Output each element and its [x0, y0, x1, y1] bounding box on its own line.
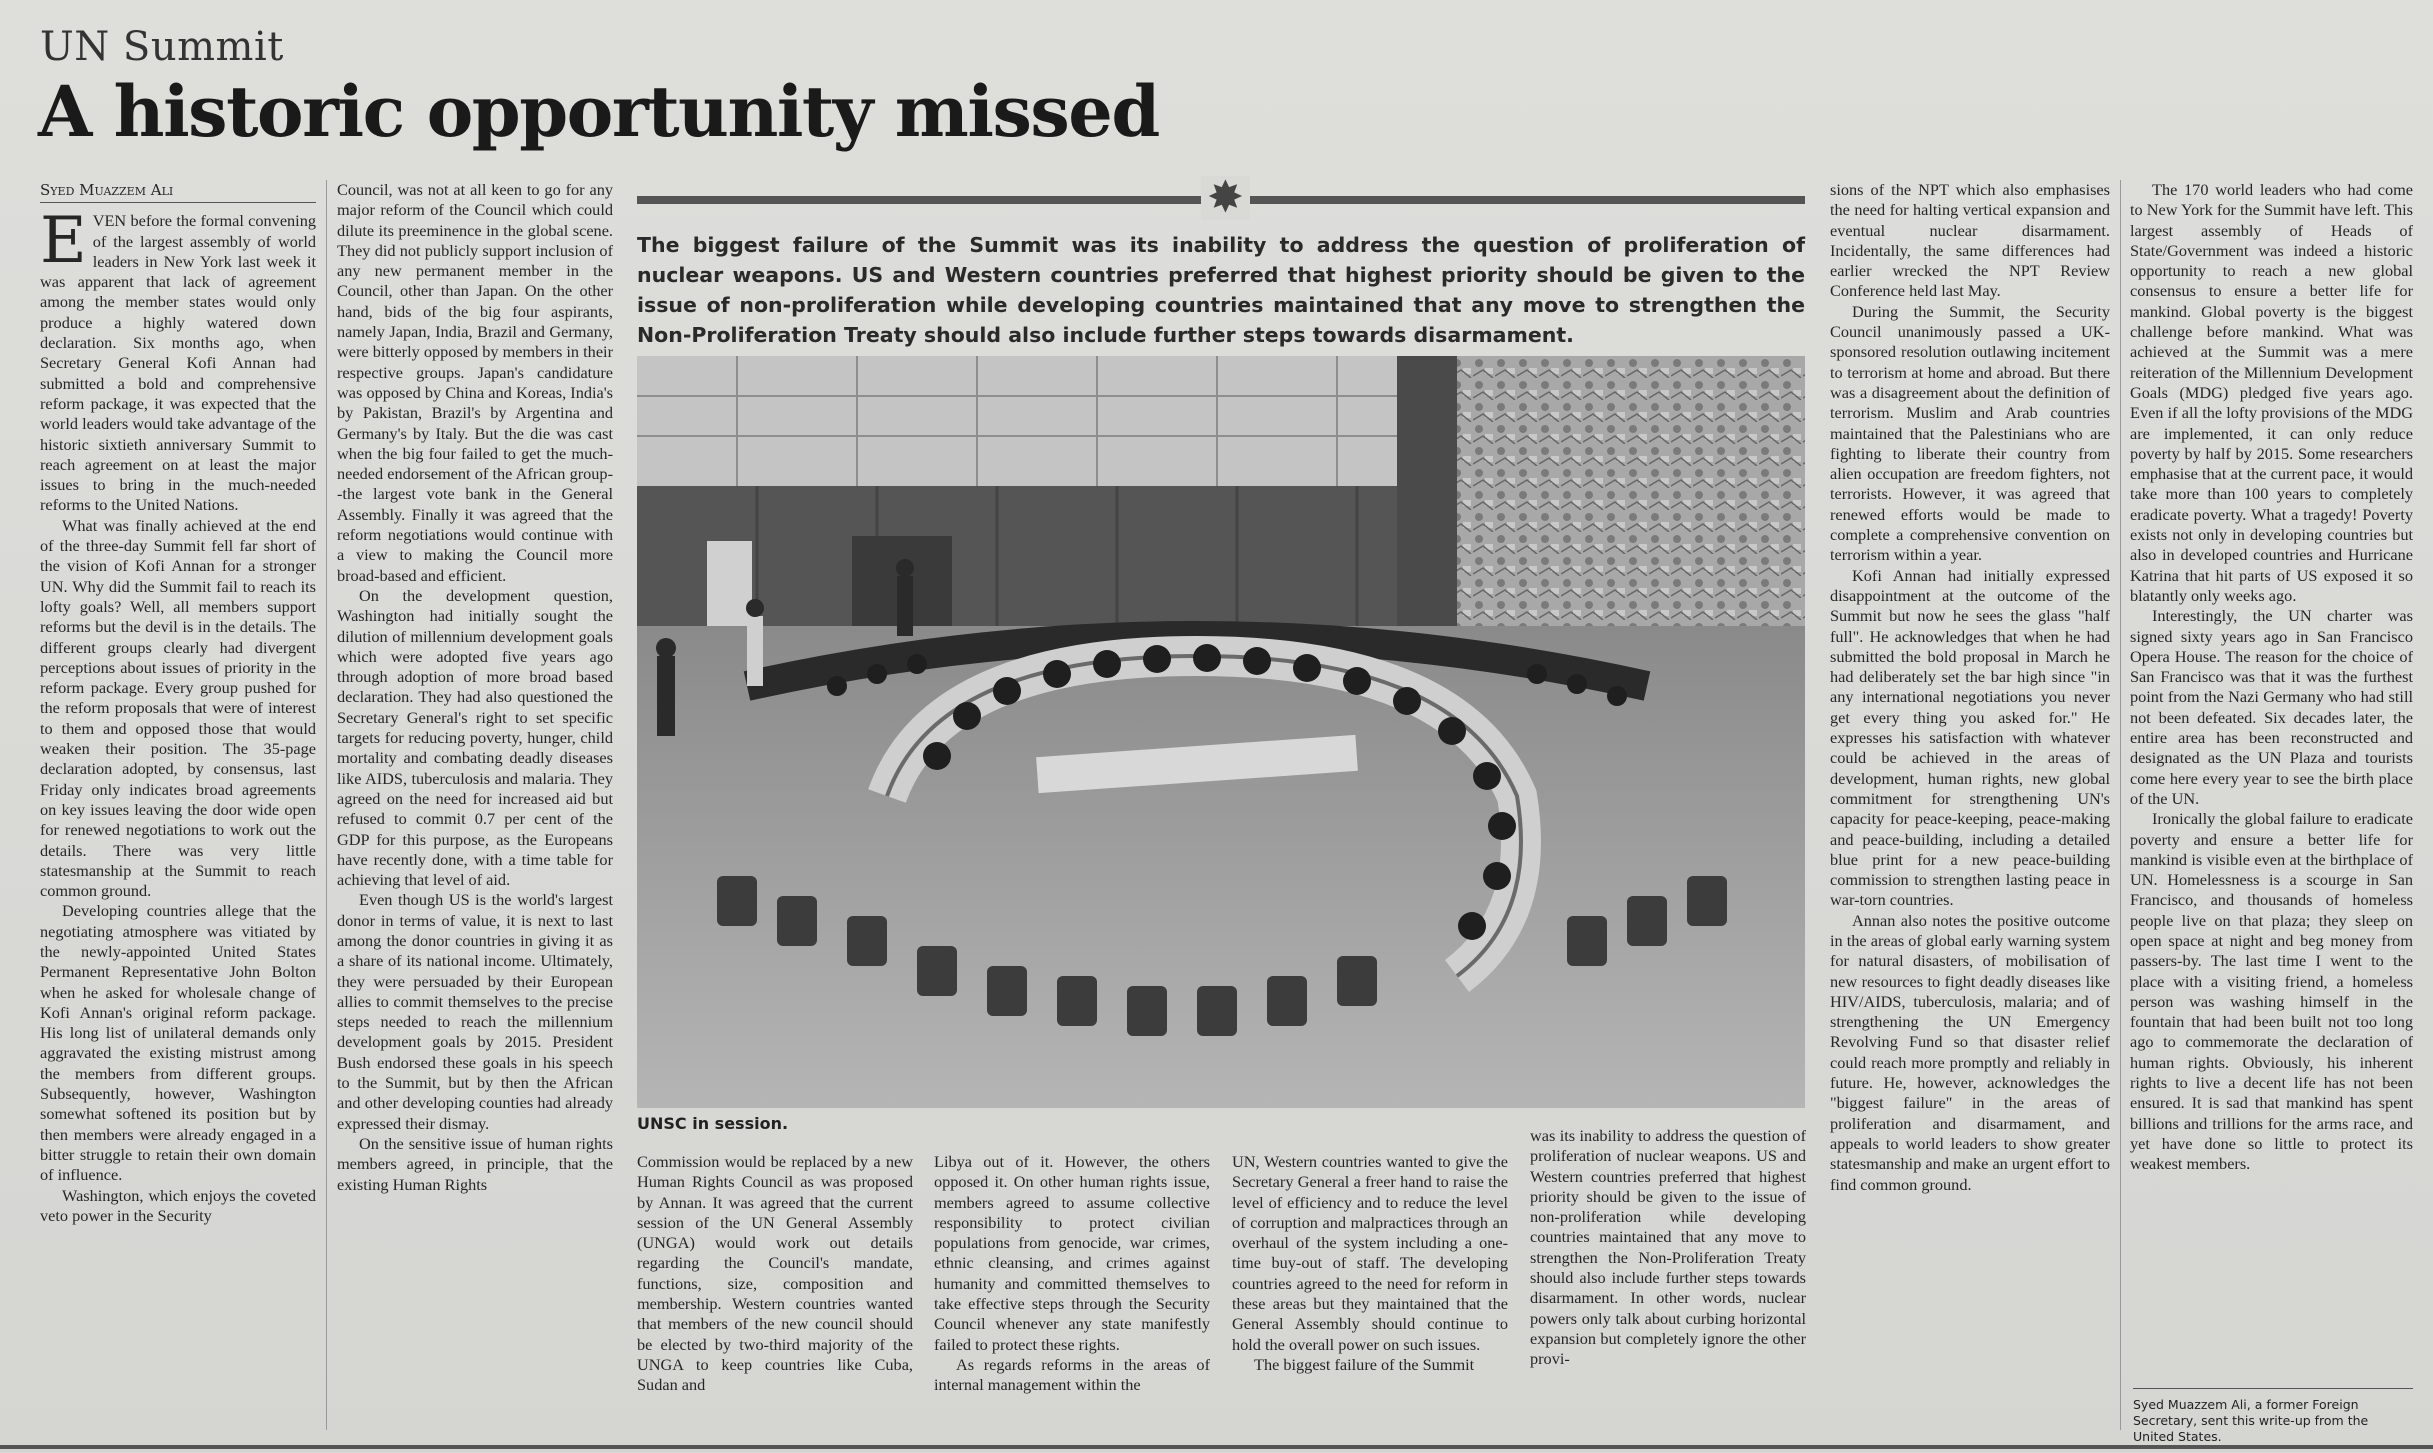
unsc-photo-illustration: [637, 356, 1805, 1108]
article-column-4: [934, 1152, 1210, 1436]
headline: A historic opportunity missed: [38, 70, 1159, 153]
article-column-1: [40, 180, 316, 1430]
paragraph: UN, Western countries wanted to give the Secretary General a freer hand to raise the level of efficiency and to reduce the level of corruption and malpractices through an overhaul of the system including a one-time buy-out of staff. The developing countries agreed to the need for reform in these areas but they maintained that the General Assembly should continue to hold the overall power on such issues.: [1232, 1152, 1508, 1354]
paragraph: During the Summit, the Security Council unanimously passed a UK-sponsored resolution outlawing incitement to terrorism at home and abroad. But there was a disagreement about the definition of terrorism. Muslim and Arab countries maintained that the Palestinians who are fighting to liberate their country from alien occupation are freedom fighters, not terrorists. However, it was agreed that renewed efforts would be made to complete a comprehensive convention on terrorism within a year.: [1830, 301, 2110, 565]
sunburst-ornament-icon: ✸: [1201, 176, 1250, 220]
paragraph: The biggest failure of the Summit: [1254, 1354, 1475, 1374]
column-divider: [2120, 180, 2121, 1430]
article-column-8: [2130, 180, 2413, 1380]
pull-quote: The biggest failure of the Summit was its inability to address the question of proliferation of nuclear weapons. US and Western countries preferred that highest priority should be given to the issue of non-proliferation while developing countries maintained that any move to strengthen the Non-Proliferation Treaty should also include further steps towards disarmament.: [637, 233, 1805, 347]
paragraph: Libya out of it. However, the others opposed it. On other human rights issue, members agreed to assume collective responsibility to protect civilian populations from genocide, war crimes, ethnic cleansing, and crimes against humanity and committed themselves to take effective steps through the Security Council whenever any state manifestly failed to protect these rights.: [934, 1152, 1210, 1354]
paragraph: Ironically the global failure to eradicate poverty and ensure a better life for mankind is visible even at the birthplace of UN. Homelessness is a scourge in San Francisco, and thousands of homeless people live on that plaza; they sleep on open space at night and beg money from passers-by. The last time I went to the place with a visiting friend, a homeless person was washing himself in the fountain that had been built not too long ago to commemorate the declaration of human rights. Obviously, his inherent rights to live a decent life has not been ensured. It is sad that mankind has spent billions and trillions for the arms race, and yet have done so little to protect its weakest members.: [2130, 809, 2413, 1174]
paragraph: The 170 world leaders who had come to New York for the Summit have left. This largest assembly of Heads of State/Government was indeed a historic opportunity to reach a new global consensus to ensure a better life for mankind. Global poverty is the biggest challenge before mankind. What was achieved at the Summit was a mere reiteration of the Millennium Development Goals (MDG) pledged five years ago. Even if all the lofty provisions of the MDG are implemented, it can only reduce poverty by half by 2015. Some researchers emphasise that at the current pace, it would take more than 100 years to completely eradicate poverty. What a tragedy! Poverty exists not only in developing countries but also in developed countries and Hurricane Katrina that hit parts of US exposed it so blatantly only weeks ago.: [2130, 180, 2413, 605]
paragraph: sions of the NPT which also emphasises the need for halting vertical expansion and eventual nuclear disarmament. Incidentally, the same differences had earlier wrecked the NPT Review Conference held last May.: [1830, 180, 2110, 301]
byline: Syed Muazzem Ali: [40, 180, 316, 203]
paragraph: What was finally achieved at the end of the three-day Summit fell far short of the vision of Kofi Annan for a stronger UN. Why did the Summit fail to reach its lofty goals? Well, all members support reforms but the devil is in the details. The different groups clearly had divergent perceptions about issues of priority in the reform package. Every group pushed for the reform proposals that were of interest to them and opposed those that would weaken their position. The 35-page declaration adopted, by consensus, last Friday only indicates broad agreements on key issues leaving the door wide open for renewed negotiations to work out the details. There was very little statesmanship at the Summit to reach common ground.: [40, 515, 316, 901]
page-bottom-rule: [0, 1445, 2433, 1449]
photo-caption: UNSC in session.: [637, 1114, 789, 1133]
paragraph: On the development question, Washington had initially sought the dilution of millennium development goals which were adopted five years ago through adoption of more broad based declaration. They had also questioned the Secretary General's right to set specific targets for reducing poverty, hunger, child mortality and combating deadly diseases like AIDS, tuberculosis and malaria. They agreed on the need for increased aid but refused to commit 0.7 per cent of the GDP for this purpose, as the Europeans have recently done, with a time table for achieving that level of aid.: [337, 585, 613, 890]
drop-cap: E: [40, 204, 87, 279]
article-column-7: [1830, 180, 2110, 1436]
article-column-3: [637, 1152, 913, 1436]
paragraph: Kofi Annan had initially expressed disappointment at the outcome of the Summit but now he sees the glass "half full". He acknowledges that when he had submitted the bold proposal in March he had deliberately set the bar high since "in any international negotiations you never get every thing you asked for." He expresses his satisfaction with whatever could be achieved in the areas of development, human rights, new global commitment for strengthening UN's capacity for peace-keeping, peace-making and peace-building, including a detailed blue print for a new peace-building commission to strengthen lasting peace in war-torn countries.: [1830, 565, 2110, 910]
article-column-6: [1530, 1126, 1806, 1436]
unsc-photo: [637, 356, 1805, 1108]
paragraph: On the sensitive issue of human rights members agreed, in principle, that the existing Human Rights: [337, 1133, 613, 1194]
article-column-2: [337, 180, 613, 1430]
paragraph: Developing countries allege that the negotiating atmosphere was vitiated by the newly-appointed United States Permanent Representative John Bolton when he asked for wholesale change of Kofi Annan's original reform package. His long list of unilateral demands only aggravated the existing mistrust among the members from different groups. Subsequently, however, Washington somewhat softened its position but by then members were already engaged in a bitter struggle to retain their own domain of influence.: [40, 901, 316, 1185]
section-kicker: UN Summit: [40, 24, 284, 70]
paragraph: Council, was not at all keen to go for any major reform of the Council which could dilute its preeminence in the global scene. They did not publicly support inclusion of any new permanent member in the Council, other than Japan. On the other hand, bids of the big four aspirants, namely Japan, India, Brazil and Germany, were bitterly opposed by members in their respective groups. Japan's candidature was opposed by China and Koreas, India's by Pakistan, Brazil's by Argentina and Germany's by Italy. But the die was cast when the big four failed to get the much-needed endorsement of the African group--the largest vote bank in the General Assembly. Finally it was agreed that the reform negotiations would continue with a view to making the Council more broad-based and efficient.: [337, 180, 613, 585]
author-note: Syed Muazzem Ali, a former Foreign Secretary, sent this write-up from the United States.: [2133, 1388, 2413, 1445]
paragraph: Even though US is the world's largest donor in terms of value, it is next to last among the donor countries in giving it as a share of its national income. Ultimately, they were persuaded by their European allies to commit themselves to the precise steps needed to reach the millennium development goals by 2015. President Bush endorsed these goals in his speech to the Summit, but by then the African and other developing counties had already expressed their dismay.: [337, 890, 613, 1133]
paragraph: was its inability to address the question of proliferation of nuclear weapons. US and Western countries preferred that highest priority should be given to the issue of non-proliferation while developing countries maintained that any move to strengthen the Non-Proliferation Treaty should also include further steps towards disarmament. In other words, nuclear powers only talk about curbing horizontal expansion but completely ignore the other provi-: [1530, 1126, 1806, 1369]
paragraph: Commission would be replaced by a new Human Rights Council as was proposed by Annan. It was agreed that the current session of the UN General Assembly (UNGA) would work out details regarding the Council's mandate, functions, size, composition and membership. Western countries wanted that members of the new council should be elected by two-third majority of the UNGA to keep countries like Cuba, Sudan and: [637, 1152, 913, 1395]
paragraph: Interestingly, the UN charter was signed sixty years ago in San Francisco Opera House. The reason for the choice of San Francisco was that it was the furthest point from the Nazi Germany who had still not been defeated. Six decades later, the entire area has been reconstructed and designated as the UN Plaza and tourists come here every year to see the birth place of the UN.: [2130, 606, 2413, 808]
article-column-5: [1232, 1152, 1508, 1436]
paragraph: Washington, which enjoys the coveted veto power in the Security: [40, 1185, 316, 1225]
column-divider: [326, 180, 327, 1430]
paragraph: As regards reforms in the areas of internal management within the: [934, 1354, 1210, 1395]
paragraph: VEN before the formal convening of the largest assembly of world leaders in New York last week it was apparent that lack of agreement among the member states would only produce a highly watered down declaration. Six months ago, when Secretary General Kofi Annan had submitted a bold and comprehensive reform package, it was expected that the world leaders would take advantage of the historic sixtieth anniversary Summit to reach agreement on at least the major issues to bring in the much-needed reforms to the United Nations.: [40, 211, 316, 515]
paragraph: Annan also notes the positive outcome in the areas of global early warning system for natural disasters, of mobilisation of new resources to fight deadly diseases like HIV/AIDS, tuberculosis, malaria; and of strengthening the UN Emergency Revolving Fund so that disaster relief could reach more promptly and reliably in future. He, however, acknowledges the "biggest failure" in the areas of proliferation and disarmament, and appeals to world leaders to show greater statesmanship and make an urgent effort to find common ground.: [1830, 910, 2110, 1194]
